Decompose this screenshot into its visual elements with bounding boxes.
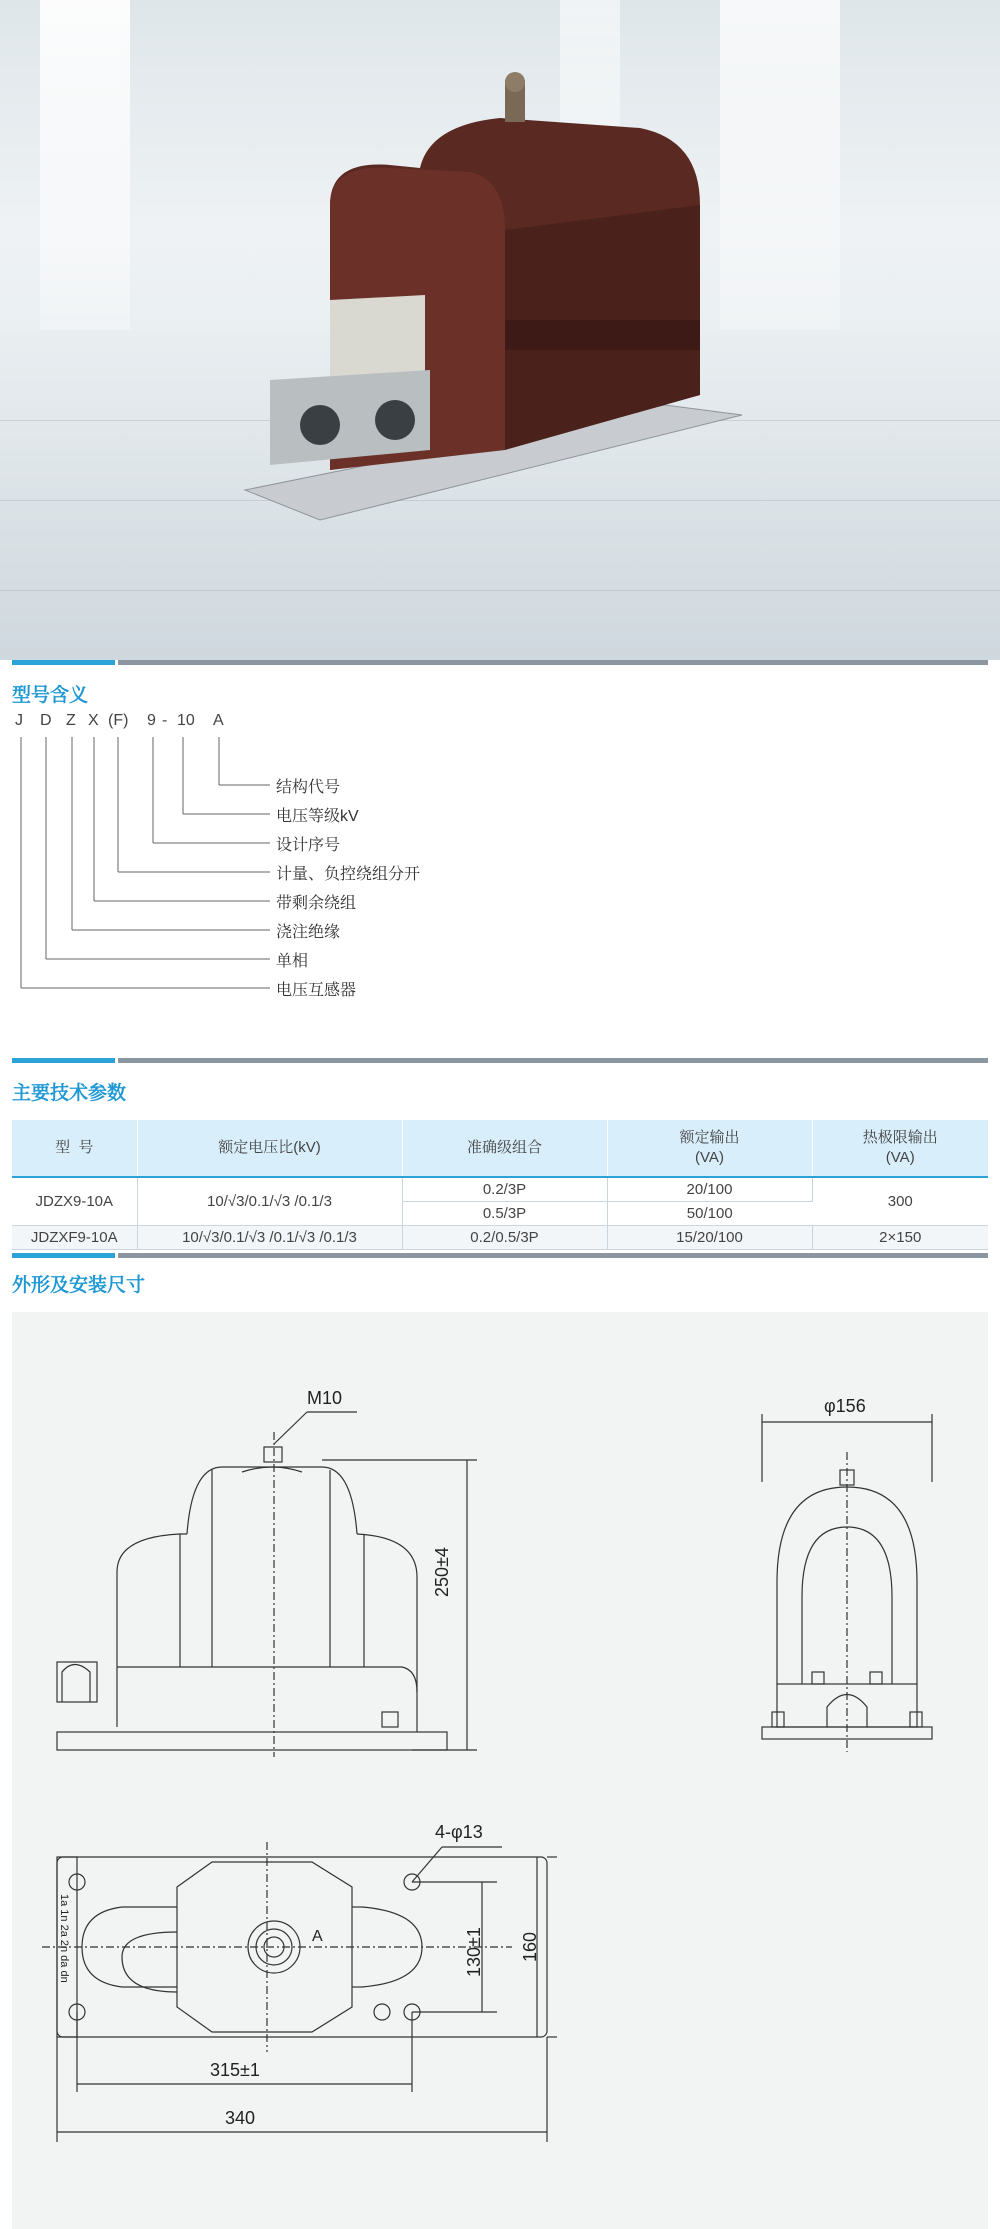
cell-output: 15/20/100	[607, 1226, 812, 1250]
dimension-drawing-lines	[12, 1312, 988, 2229]
dimension-drawing	[12, 1312, 988, 2229]
header-thermal-label: 热极限输出	[862, 1129, 938, 1146]
dim-holes: 4-φ13	[435, 1822, 483, 1842]
model-letter: D	[40, 712, 52, 729]
meaning-structure-code: 结构代号	[276, 779, 341, 796]
model-letter: Z	[66, 712, 76, 729]
header-thermal	[812, 1120, 988, 1177]
model-letter: X	[88, 712, 99, 729]
model-letter: 9	[147, 712, 156, 729]
meaning-cast-insulation: 浇注绝缘	[276, 924, 341, 941]
dim-hole-span: 315±1	[210, 2060, 260, 2080]
meaning-design-number: 设计序号	[276, 837, 341, 854]
cell-accuracy: 0.2/3P	[402, 1177, 607, 1202]
model-letter: A	[213, 712, 224, 729]
section-divider	[12, 1058, 988, 1063]
model-letter: (F)	[108, 712, 129, 729]
section-title-model-meaning: 型号含义	[12, 685, 89, 706]
section-divider	[12, 1253, 988, 1258]
cell-output: 20/100	[607, 1177, 812, 1202]
meaning-single-phase: 单相	[276, 953, 309, 970]
cell-ratio: 10/√3/0.1/√3 /0.1/3	[137, 1177, 402, 1226]
dim-m10: M10	[307, 1388, 343, 1408]
cell-accuracy: 0.2/0.5/3P	[402, 1226, 607, 1250]
hero-photo	[0, 0, 1000, 660]
header-output	[607, 1120, 812, 1177]
meaning-voltage-level: 电压等级kV	[276, 808, 359, 825]
cell-model: JDZXF9-10A	[12, 1226, 137, 1250]
header-accuracy: 准确级组合	[402, 1120, 607, 1177]
section-divider	[12, 660, 988, 665]
model-meaning-lines	[0, 720, 300, 1010]
dim-length: 340	[225, 2108, 256, 2128]
meaning-residual-winding: 带剩余绕组	[276, 895, 357, 912]
cell-ratio: 10/√3/0.1/√3 /0.1/√3 /0.1/3	[137, 1226, 402, 1250]
header-model: 型 号	[12, 1120, 137, 1177]
cell-accuracy: 0.5/3P	[402, 1202, 607, 1226]
model-letter: 10	[177, 712, 195, 729]
section-title-tech-params: 主要技术参数	[12, 1083, 127, 1104]
marker-a: A	[312, 1928, 323, 1945]
table-row	[12, 1177, 988, 1202]
header-output-label: 额定输出	[679, 1129, 740, 1146]
dim-width: 160	[520, 1931, 540, 1962]
header-thermal-unit: (VA)	[885, 1149, 915, 1166]
cell-output: 50/100	[607, 1202, 812, 1226]
cell-thermal: 300	[812, 1177, 988, 1226]
meaning-voltage-transformer: 电压互感器	[276, 982, 357, 999]
header-output-unit: (VA)	[695, 1149, 724, 1166]
model-letter: -	[162, 712, 168, 729]
spec-table	[12, 1120, 988, 1250]
dim-inner-width: 130±1	[464, 1927, 484, 1977]
dim-height: 250±4	[432, 1547, 452, 1597]
meaning-separate-windings: 计量、负控绕组分开	[276, 866, 421, 883]
transformer-image	[0, 0, 1000, 660]
model-letter: J	[15, 712, 23, 729]
table-header-row	[12, 1120, 988, 1177]
dim-diameter: φ156	[824, 1396, 866, 1416]
cell-model: JDZX9-10A	[12, 1177, 137, 1226]
section-title-dimensions: 外形及安装尺寸	[12, 1275, 146, 1296]
header-ratio: 额定电压比(kV)	[137, 1120, 402, 1177]
table-row	[12, 1226, 988, 1250]
terminal-labels: 1a 1n 2a 2n da dn	[58, 1894, 70, 1983]
cell-thermal: 2×150	[812, 1226, 988, 1250]
